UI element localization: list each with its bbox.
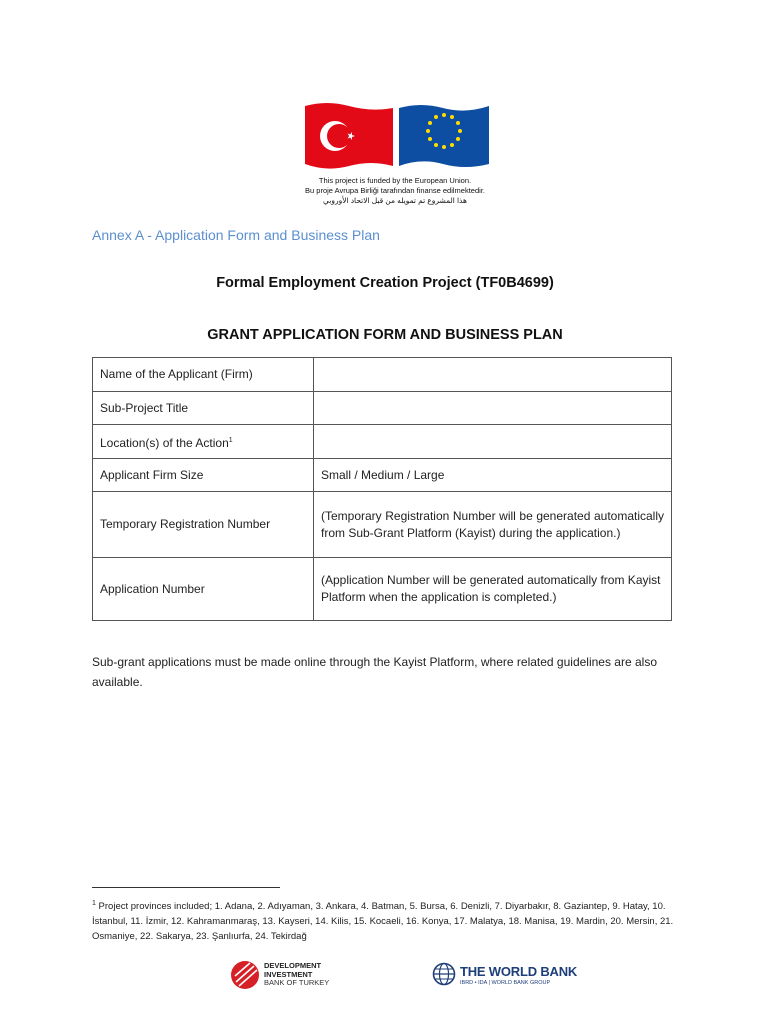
world-bank-subtitle: IBRD • IDA | WORLD BANK GROUP bbox=[460, 980, 551, 986]
form-label: Application Number bbox=[93, 558, 314, 621]
turkey-eu-flags-logo bbox=[305, 100, 489, 172]
footnote-divider bbox=[92, 887, 280, 888]
application-form-table bbox=[92, 357, 672, 621]
form-row bbox=[93, 492, 672, 558]
funding-line-tr: Bu proje Avrupa Birliği tarafından finanse edilmektedir. bbox=[305, 186, 485, 195]
dib-name bbox=[264, 962, 329, 988]
temp-registration-field: (Temporary Registration Number will be generated automatically from Sub-Grant Platform (Kayist) during the application.) bbox=[314, 492, 672, 558]
project-title: Formal Employment Creation Project (TF0B4699) bbox=[216, 275, 554, 291]
footnote-text: Project provinces included; 1. Adana, 2. Adıyaman, 3. Ankara, 4. Batman, 5. Bursa, 6. Denizli, 7. Diyarbakır, 8. Gaziantep, 9. Hatay, 10. İstanbul, 11. İzmir, 12. Kahramanmaraş, 13. Kayseri, 14. Kilis, 15. Kocaeli, 16. Konya, 17. Malatya, 18. Manisa, 19. Mardin, 20. Mersin, 21. Osmaniye, 22. Sakarya, 23. Şanlıurfa, 24. Tekirdağ bbox=[92, 901, 674, 943]
firm-size-field[interactable]: Small / Medium / Large bbox=[314, 459, 672, 492]
form-label: Sub-Project Title bbox=[93, 392, 314, 425]
footnote-ref[interactable]: 1 bbox=[228, 436, 233, 444]
funding-line-ar: هذا المشروع تم تمويله من قبل الاتحاد الأوروبي bbox=[323, 196, 467, 205]
funding-line-en: This project is funded by the European Union. bbox=[318, 176, 472, 185]
form-row bbox=[93, 358, 672, 392]
kayist-note: Sub-grant applications must be made online through the Kayist Platform, where related guidelines are also available. bbox=[92, 655, 657, 689]
applicant-name-field[interactable] bbox=[314, 358, 672, 392]
form-label: Name of the Applicant (Firm) bbox=[93, 358, 314, 392]
footnote bbox=[92, 896, 682, 944]
dib-line-2: INVESTMENT bbox=[264, 969, 313, 979]
form-row bbox=[93, 392, 672, 425]
location-label: Location(s) of the Action bbox=[100, 435, 229, 450]
form-label: Temporary Registration Number bbox=[93, 492, 314, 558]
form-label bbox=[93, 425, 314, 459]
form-row bbox=[93, 459, 672, 492]
dib-line-1: DEVELOPMENT bbox=[264, 961, 322, 970]
application-number-field: (Application Number will be generated automatically from Kayist Platform when the application is completed.) bbox=[314, 558, 672, 621]
form-row bbox=[93, 425, 672, 459]
form-label: Applicant Firm Size bbox=[93, 459, 314, 492]
footnote-number: 1 bbox=[92, 900, 96, 907]
form-title: GRANT APPLICATION FORM AND BUSINESS PLAN bbox=[207, 327, 563, 343]
funding-statement bbox=[270, 176, 520, 206]
sub-project-title-field[interactable] bbox=[314, 392, 672, 425]
annex-heading: Annex A - Application Form and Business Plan bbox=[92, 227, 380, 243]
form-row bbox=[93, 558, 672, 621]
dib-line-3: BANK OF TURKEY bbox=[264, 978, 330, 987]
location-field[interactable] bbox=[314, 425, 672, 459]
world-bank-title: THE WORLD BANK bbox=[460, 964, 578, 979]
world-bank-globe-icon bbox=[432, 962, 456, 986]
